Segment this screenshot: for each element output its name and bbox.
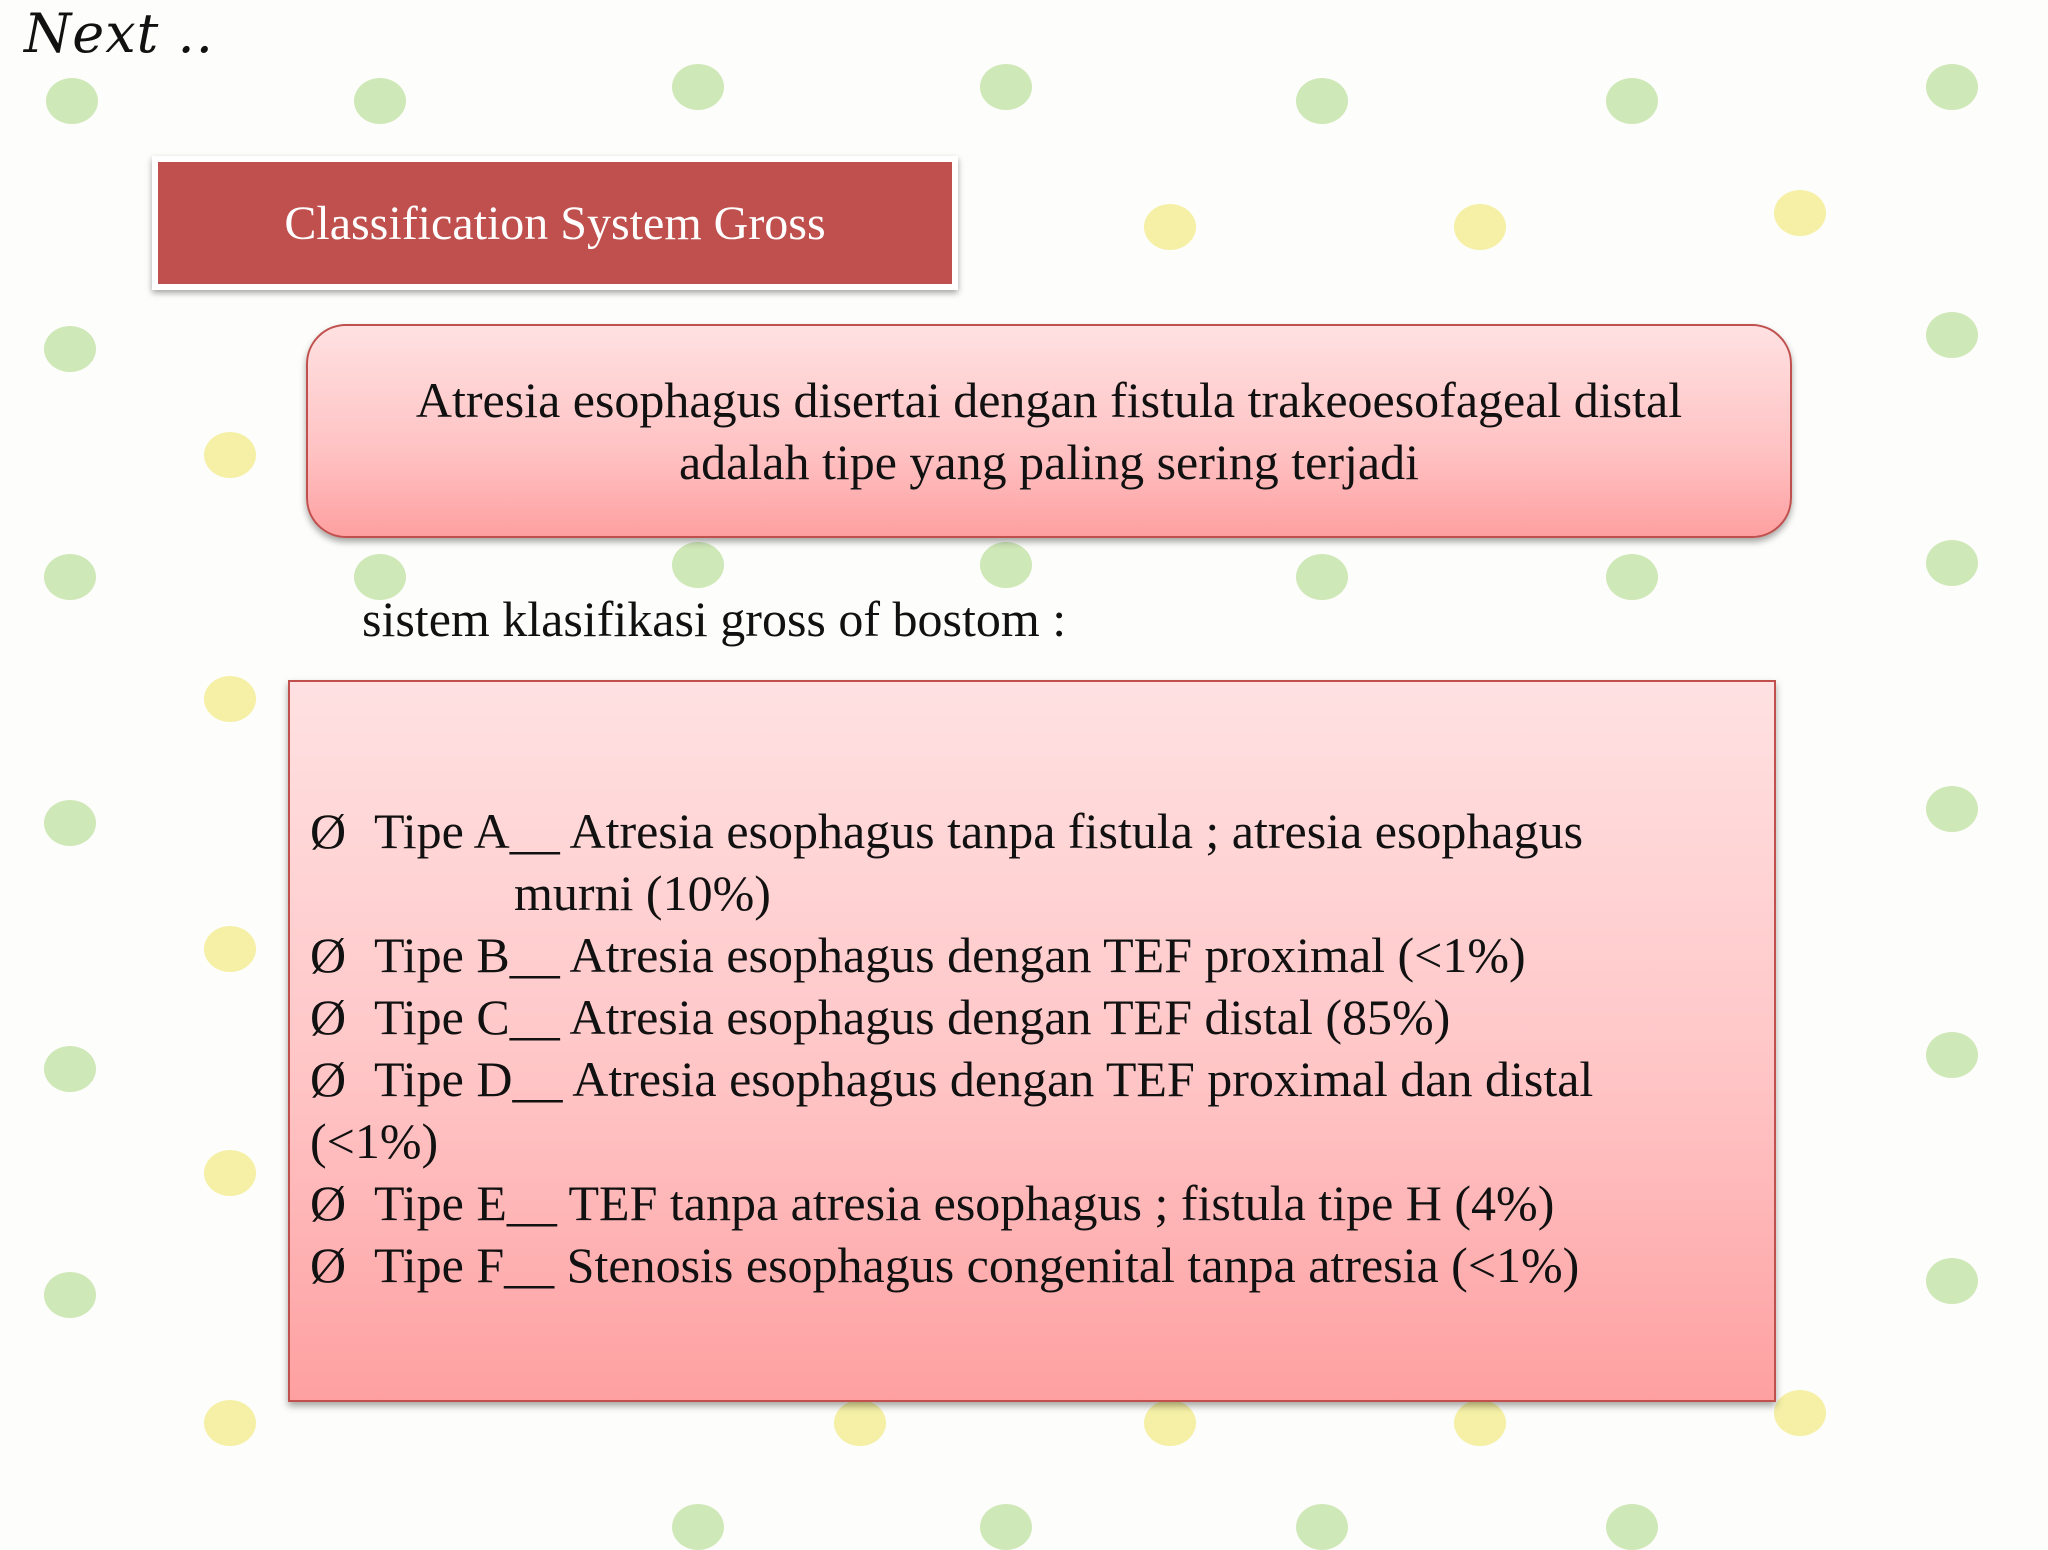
classification-list <box>310 800 1750 1296</box>
classification-list-box <box>288 680 1776 1402</box>
dot <box>1454 204 1506 250</box>
dot <box>204 432 256 478</box>
dot <box>44 1272 96 1318</box>
list-item-text: Tipe B__ Atresia esophagus dengan TEF proximal (<1%) <box>374 927 1526 983</box>
classification-subheading: sistem klasifikasi gross of bostom : <box>362 591 1067 647</box>
dot <box>1774 190 1826 236</box>
dot <box>46 78 98 124</box>
dot <box>44 554 96 600</box>
dot <box>672 64 724 110</box>
dot <box>1296 554 1348 600</box>
dot <box>204 926 256 972</box>
dot <box>980 1504 1032 1550</box>
dot <box>204 676 256 722</box>
callout-line-1: Atresia esophagus disertai dengan fistula trakeoesofageal distal <box>415 372 1683 428</box>
dot <box>1454 1400 1506 1446</box>
section-title: Classification System Gross <box>284 196 826 250</box>
dot <box>672 1504 724 1550</box>
list-item-text: Tipe C__ Atresia esophagus dengan TEF distal (85%) <box>374 989 1451 1045</box>
list-item-text: Tipe D__ Atresia esophagus dengan TEF proximal dan distal <box>374 1051 1594 1107</box>
list-item-d <box>310 1048 1750 1172</box>
dot <box>1774 1390 1826 1436</box>
dot <box>1144 204 1196 250</box>
dot <box>1144 1400 1196 1446</box>
bullet-icon: Ø <box>310 1175 347 1231</box>
next-label: Next .. <box>24 2 214 65</box>
bullet-icon: Ø <box>310 927 347 983</box>
dot <box>1926 786 1978 832</box>
callout-box <box>306 324 1792 538</box>
dot <box>204 1150 256 1196</box>
dot <box>44 800 96 846</box>
dot <box>834 1400 886 1446</box>
dot <box>1296 78 1348 124</box>
list-item-e <box>310 1172 1750 1234</box>
list-item-a <box>310 800 1750 924</box>
dot <box>980 64 1032 110</box>
dot <box>1606 554 1658 600</box>
dot <box>1926 540 1978 586</box>
dot <box>204 1400 256 1446</box>
bullet-icon: Ø <box>310 1237 347 1293</box>
bullet-icon: Ø <box>310 989 347 1045</box>
callout-line-2: adalah tipe yang paling sering terjadi <box>678 434 1419 490</box>
dot <box>980 542 1032 588</box>
dot <box>1926 1258 1978 1304</box>
dot <box>1606 1504 1658 1550</box>
bullet-icon: Ø <box>310 1051 347 1107</box>
dot <box>1926 1032 1978 1078</box>
dot <box>672 542 724 588</box>
dot <box>44 1046 96 1092</box>
list-item-b <box>310 924 1750 986</box>
list-item-text: Tipe A__ Atresia esophagus tanpa fistula ; atresia esophagus <box>374 803 1584 859</box>
section-title-box <box>152 156 958 290</box>
list-item-continuation: (<1%) <box>310 1113 439 1169</box>
dot <box>1606 78 1658 124</box>
list-item-continuation: murni (10%) <box>514 865 771 921</box>
list-item-text: Tipe E__ TEF tanpa atresia esophagus ; fistula tipe H (4%) <box>374 1175 1555 1231</box>
dot <box>44 326 96 372</box>
list-item-f <box>310 1234 1750 1296</box>
bullet-icon: Ø <box>310 803 347 859</box>
list-item-text: Tipe F__ Stenosis esophagus congenital tanpa atresia (<1%) <box>374 1237 1580 1293</box>
dot <box>354 78 406 124</box>
dot <box>1926 64 1978 110</box>
dot <box>1926 312 1978 358</box>
list-item-c <box>310 986 1750 1048</box>
dot <box>1296 1504 1348 1550</box>
